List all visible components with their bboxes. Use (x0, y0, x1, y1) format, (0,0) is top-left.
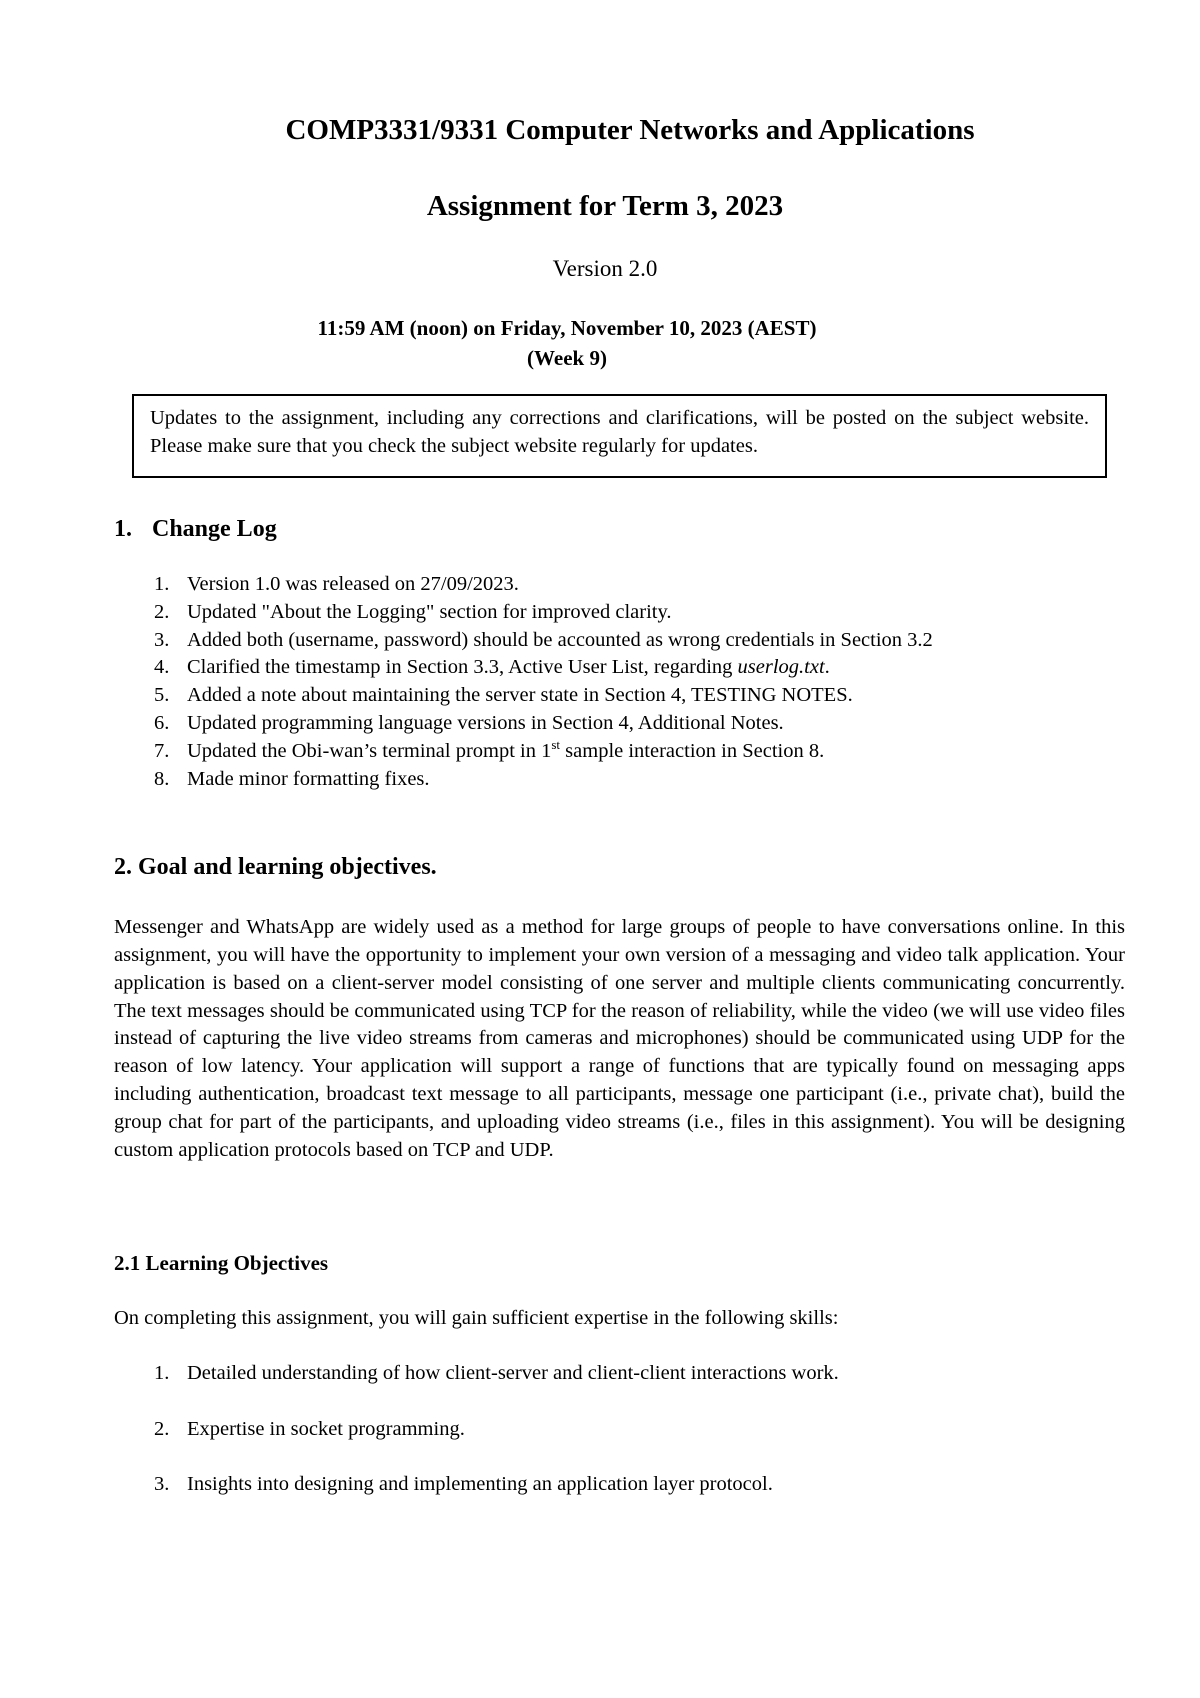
list-item-text: Updated programming language versions in Section 4, Additional Notes. (187, 711, 784, 734)
list-item (114, 599, 933, 627)
goal-paragraph: Messenger and WhatsApp are widely used as a method for large groups of people to have conversations online. In this assignment, you will have the opportunity to implement your own version of a messaging and video talk application. Your application is based on a client-server model consisting of one server and multiple clients communicating concurrently. The text messages should be communicated using TCP for the reason of reliability, while the video (we will use video files instead of capturing the live video streams from cameras and microphones) should be communicated using UDP for the reason of low latency. Your application will support a range of functions that are typically found on messaging apps including authentication, broadcast text message to all participants, message one participant (i.e., private chat), build the group chat for part of the participants, and uploading video streams (i.e., files in this assignment). You will be designing custom application protocols based on TCP and UDP. (114, 916, 1125, 1161)
deadline-text: 11:59 AM (noon) on Friday, November 10, 2023 (AEST) (317, 316, 817, 340)
list-item (114, 571, 933, 599)
change-log-list (114, 571, 933, 793)
learning-objectives-heading: 2.1 Learning Objectives (114, 1251, 329, 1275)
list-item-number: 3. (154, 1473, 170, 1495)
list-item-text-end: . (824, 656, 830, 679)
list-item-text: Detailed understanding of how client-server and client-client interactions work. (187, 1362, 839, 1384)
change-log-heading (114, 516, 277, 543)
list-item-number: 8. (154, 767, 170, 790)
list-item-text: Made minor formatting fixes. (187, 767, 430, 790)
list-item (114, 654, 933, 682)
list-item (114, 710, 933, 738)
updates-notice-box (132, 394, 1107, 478)
deadline-week: (Week 9) (527, 346, 607, 370)
change-log-title: Change Log (152, 516, 277, 542)
list-item-number: 4. (154, 656, 170, 679)
userlog-filename: userlog.txt (737, 656, 825, 679)
list-item-number: 7. (154, 739, 170, 762)
list-item-text: Version 1.0 was released on 27/09/2023. (187, 573, 519, 595)
list-item-number: 1. (154, 1362, 170, 1384)
list-item-text: Clarified the timestamp in Section 3.3, Active User List, regarding (187, 656, 738, 679)
change-log-number: 1. (114, 516, 132, 542)
list-item-number: 3. (154, 628, 170, 651)
list-item-text: Added both (username, password) should be accounted as wrong credentials in Section 3.2 (187, 628, 933, 651)
document-subtitle: Assignment for Term 3, 2023 (426, 190, 784, 222)
list-item (114, 1473, 839, 1529)
list-item (114, 1418, 839, 1474)
list-item-number: 2. (154, 1417, 170, 1440)
list-item-text: Updated "About the Logging" section for improved clarity. (187, 600, 672, 623)
list-item-text: Expertise in socket programming. (187, 1417, 465, 1440)
list-item-text: Added a note about maintaining the server state in Section 4, TESTING NOTES. (187, 684, 853, 707)
list-item-number: 1. (154, 573, 170, 595)
list-item-number: 6. (154, 711, 170, 734)
document-title: COMP3331/9331 Computer Networks and Applications (285, 114, 975, 146)
learning-objectives-intro: On completing this assignment, you will gain sufficient expertise in the following skills: (114, 1307, 839, 1329)
learning-objectives-list (114, 1362, 839, 1529)
list-item (114, 766, 933, 794)
list-item (114, 627, 933, 655)
ordinal-superscript: st (551, 736, 561, 752)
updates-notice-text: Updates to the assignment, including any corrections and clarifications, will be posted on the subject website. Please make sure that you check the subject website regularly for updates. (150, 407, 1089, 457)
list-item (114, 1362, 839, 1418)
list-item (114, 682, 933, 710)
list-item (114, 738, 933, 766)
version-label: Version 2.0 (552, 256, 658, 281)
list-item-text: Insights into designing and implementing an application layer protocol. (187, 1473, 773, 1495)
list-item-number: 2. (154, 600, 170, 623)
list-item-text-end: sample interaction in Section 8. (560, 739, 825, 762)
goal-heading: 2. Goal and learning objectives. (114, 854, 437, 880)
list-item-text: Updated the Obi-wan’s terminal prompt in 1 (187, 739, 552, 762)
list-item-number: 5. (154, 684, 170, 707)
